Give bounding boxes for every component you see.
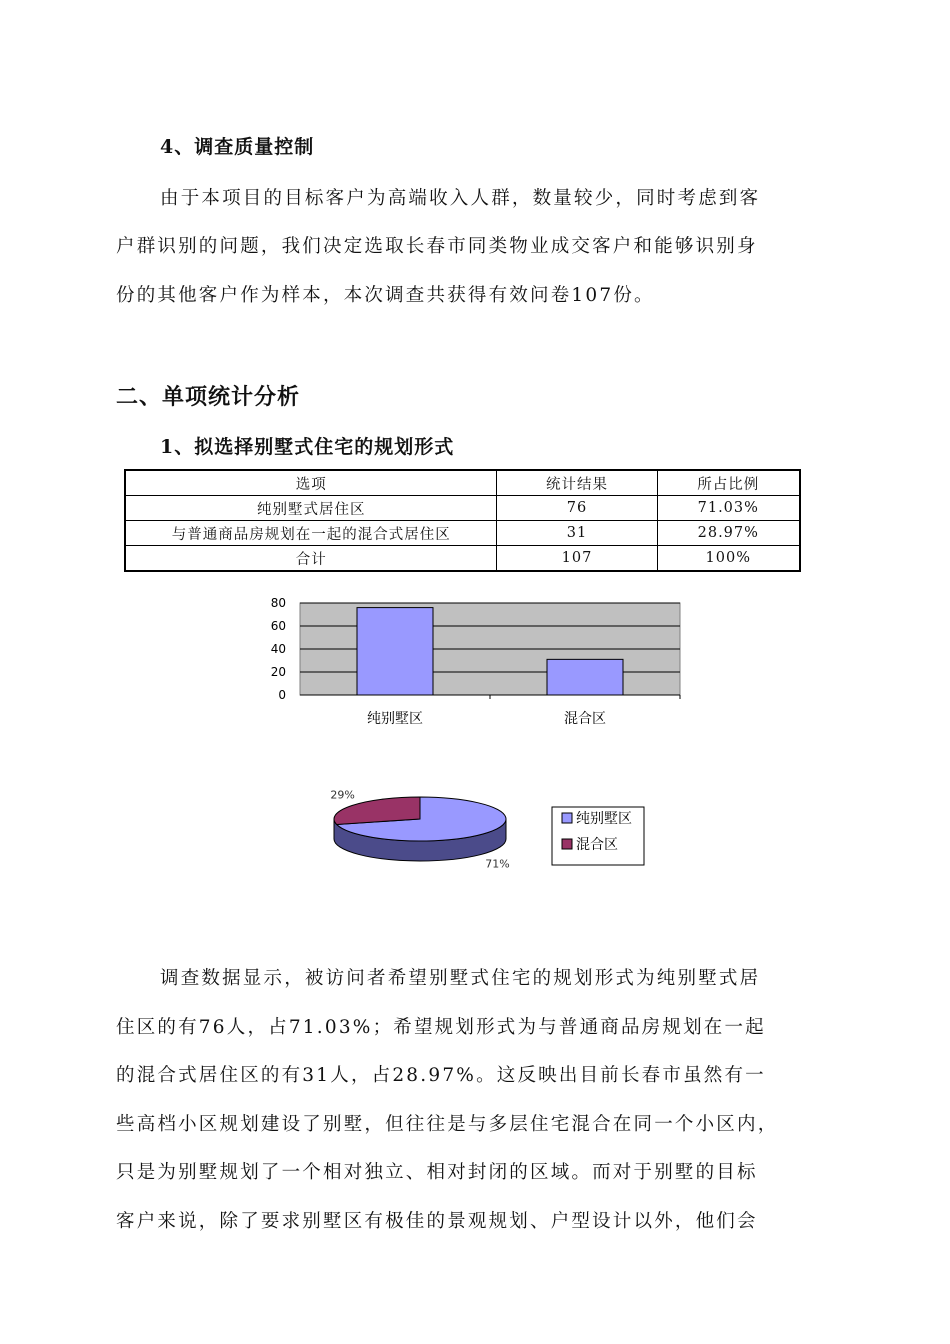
pie-data-label: 29% (330, 788, 355, 802)
y-tick-label: 40 (270, 642, 286, 656)
subsection-heading-planning-form: 1、拟选择别墅式住宅的规划形式 (160, 436, 455, 458)
paragraph-line: 只是为别墅规划了一个相对独立、相对封闭的区域。而对于别墅的目标 (116, 1162, 758, 1183)
table-cell: 31 (497, 521, 657, 546)
bar-chart (255, 595, 695, 735)
paragraph-line: 客户来说，除了要求别墅区有极佳的景观规划、户型设计以外，他们会 (116, 1211, 758, 1232)
x-tick-label: 混合区 (564, 711, 606, 727)
paragraph-line: 由于本项目的目标客户为高端收入人群，数量较少，同时考虑到客 (160, 188, 761, 209)
table-header-cell: 选项 (125, 470, 497, 496)
y-tick-label: 20 (270, 665, 286, 679)
table-cell: 28.97% (657, 521, 800, 546)
table-cell: 纯别墅式居住区 (125, 496, 497, 521)
quality-control-paragraph (116, 176, 836, 316)
table-cell: 合计 (125, 546, 497, 572)
statistics-table (124, 469, 801, 572)
paragraph-line: 的混合式居住区的有31人，占28.97%。这反映出目前长春市虽然有一 (116, 1065, 766, 1086)
y-tick-label: 80 (270, 596, 286, 610)
paragraph-line: 调查数据显示，被访问者希望别墅式住宅的规划形式为纯别墅式居 (160, 968, 761, 989)
y-tick-label: 60 (270, 619, 286, 633)
legend-label: 混合区 (576, 837, 618, 853)
table-cell: 107 (497, 546, 657, 572)
x-tick-label: 纯别墅区 (367, 711, 423, 727)
paragraph-line: 份的其他客户作为样本，本次调查共获得有效问卷107份。 (116, 285, 655, 306)
paragraph-line: 户群识别的问题，我们决定选取长春市同类物业成交客户和能够识别身 (116, 236, 758, 257)
table-row (125, 496, 800, 521)
y-tick-label: 0 (278, 688, 286, 702)
analysis-paragraph (116, 958, 836, 1258)
section-heading-quality-control: 4、调查质量控制 (160, 136, 315, 158)
table-header-cell: 统计结果 (497, 470, 657, 496)
table-cell: 与普通商品房规划在一起的混合式居住区 (125, 521, 497, 546)
table-cell: 76 (497, 496, 657, 521)
table-header-cell: 所占比例 (657, 470, 800, 496)
paragraph-line: 些高档小区规划建设了别墅，但往往是与多层住宅混合在同一个小区内， (116, 1114, 779, 1135)
pie-data-label: 71% (485, 857, 510, 871)
paragraph-line: 住区的有76人，占71.03%；希望规划形式为与普通商品房规划在一起 (116, 1017, 766, 1038)
section-heading-statistics: 二、单项统计分析 (116, 385, 301, 410)
bar-混合区 (547, 659, 623, 695)
pie-chart (320, 785, 660, 890)
table-cell: 71.03% (657, 496, 800, 521)
table-cell: 100% (657, 546, 800, 572)
table-row (125, 521, 800, 546)
legend-swatch (562, 839, 572, 849)
legend-swatch (562, 813, 572, 823)
bar-纯别墅区 (357, 608, 433, 695)
table-header-row (125, 470, 800, 496)
legend-label: 纯别墅区 (576, 811, 632, 827)
table-row (125, 546, 800, 572)
